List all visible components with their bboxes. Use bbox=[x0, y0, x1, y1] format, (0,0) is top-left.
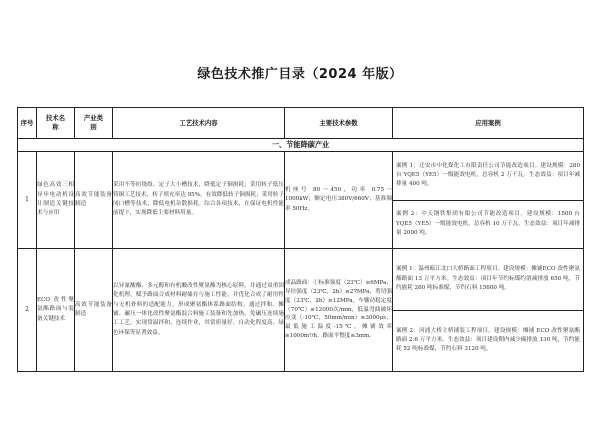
table-row bbox=[18, 152, 584, 249]
header-params: 主要技术参数 bbox=[285, 108, 393, 139]
row-tech-name: 绿色高效三相异步电动机设计制造关键技术与应用 bbox=[37, 152, 75, 249]
header-seq: 序号 bbox=[18, 108, 37, 139]
table-row bbox=[18, 249, 584, 372]
case-text: 案例 1：温州瓯江北口大桥路面工程项目。建设规模：摊铺ECO 改性聚氨酯路面 13 万平方米。生态效益：项目年节约标煤约消减排放 650 吨，节约能耗 260 吨标准煤，节约石料 15600 吨。 bbox=[396, 266, 580, 291]
row-seq: 1 bbox=[18, 152, 37, 249]
header-industry: 产业类别 bbox=[75, 108, 113, 139]
row-tech-name: ECO 改性聚氨酯路面与装备关键技术 bbox=[37, 249, 75, 372]
row-params: 机座号 80～450，功率 0.75～1000kW；额定电压380V/660V；基准频率 50Hz。 bbox=[285, 152, 393, 249]
document-title: 绿色技术推广目录（2024 年版） bbox=[197, 67, 403, 82]
row-cases bbox=[393, 152, 584, 249]
case-item bbox=[393, 152, 583, 200]
row-process: 采用不等匝绕组、定子大小槽技术，降低定子铜损耗；采用转子低压铸铜工艺技术，转子填充率达 95%，有效降低转子铜损耗；采用转子闭口槽等技术，降低电机杂散损耗。综合各项技术，在保证电机性能前提下，实现降低主要材料用量。 bbox=[113, 152, 285, 249]
header-tech-name: 技术名称 bbox=[37, 108, 75, 139]
row-seq: 2 bbox=[18, 249, 37, 372]
case-item bbox=[393, 249, 583, 310]
row-params: 成品路面：①标准强度（23℃）≥6MPa，导拉强度（23℃，2h）≥27MPa，剪切强度（23℃，2h）≥12MPa，车辙动稳定度（70℃）≥12000次/mm，低温弯曲破坏应变（-10℃，50mm/min）≥3000με，最低施工温度-15℃，摊铺效率≥1000m²/h，路面平整度≤3mm。 bbox=[285, 249, 393, 372]
case-text: 案例 1：迁安市中化煤化工有限责任公司节能改造项目。建设规模：280 台 YQE5（YE5）一级能效电机，总容机 2 万千瓦。生态效益：项目年减排量 400 吨。 bbox=[396, 162, 580, 188]
row-cases bbox=[393, 249, 584, 372]
row-industry: 高效节能装备制造 bbox=[75, 152, 113, 249]
case-text: 案例 2：中天钢铁集团有限公司节能改造项目。建设规模：1500 台 YQE5（YE5）一级能效电机，总容机 10 万千瓦。生态效益：项目年减排量 2000 吨。 bbox=[396, 211, 580, 236]
header-cases: 应用案例 bbox=[393, 108, 584, 139]
case-item bbox=[393, 310, 583, 372]
row-industry: 高效节能装备制造 bbox=[75, 249, 113, 372]
row-process: 以异氰酸酯、多元醇和有机酸改性聚氨酯为核心原料，并通过双重固化机理，赋予路面合成材料耐储存与施工性能，并优化合成了耐用性与无机骨料的适配能力，形成聚氨酯体系路面结构。通过拌和、摊铺、碾压一体化改性聚氨酯混合料施工装备和先加热、免碾压连续施工工艺，实现常温拌和、连续作业，其常质量好、自动化程度高、绿色环保等显著效益。 bbox=[113, 249, 285, 372]
header-process: 工艺技术内容 bbox=[113, 108, 285, 139]
case-text: 案例 2：河浦大桥主桥铺装工程项目。建设规模：摊铺 ECO 改性聚氨酯路面 2.6 万平方米。生态效益：项目建设期内减少碳排放 130 吨，节约能耗 52 吨标准煤，节约石料 3120 吨。 bbox=[396, 327, 580, 353]
table-header-row bbox=[18, 108, 584, 139]
green-tech-catalog-table bbox=[17, 107, 584, 372]
case-item bbox=[393, 200, 583, 249]
section-row bbox=[18, 139, 584, 152]
section-title: 一、节能降碳产业 bbox=[18, 139, 584, 152]
